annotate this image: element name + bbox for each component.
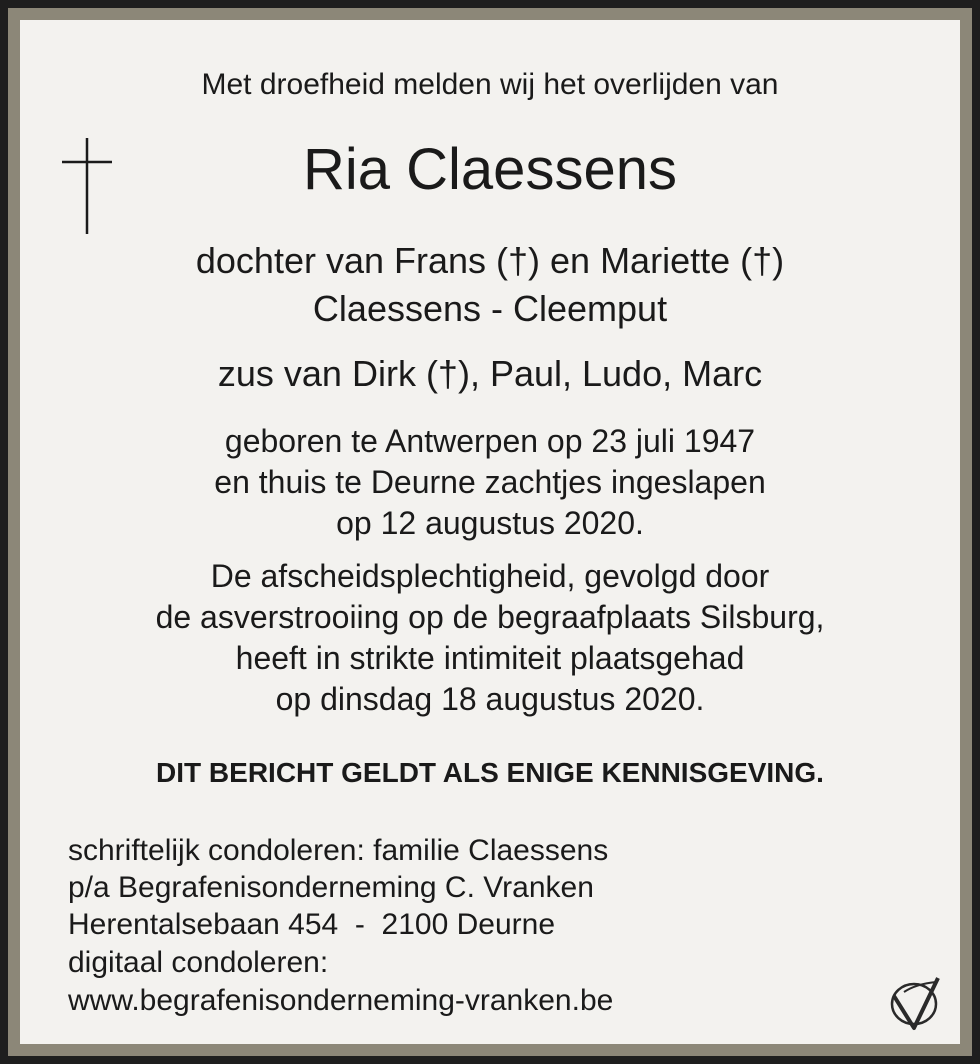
ceremony-line-1: De afscheidsplechtigheid, gevolgd door [210, 558, 770, 594]
ceremony-line-3: heeft in strikte intimiteit plaatsgehad [235, 640, 745, 676]
birth-line-2: en thuis te Deurne zachtjes ingeslapen [214, 464, 766, 500]
contact-line-4: digitaal condoleren: [68, 946, 329, 979]
birth-line-1: geboren te Antwerpen op 23 juli 1947 [224, 423, 756, 459]
sole-notice-text: DIT BERICHT GELDT ALS ENIGE KENNISGEVING. [156, 757, 824, 788]
funeral-home-logo-icon [886, 974, 944, 1032]
birth-line-3: op 12 augustus 2020. [336, 505, 644, 541]
siblings-line: zus van Dirk (†), Paul, Ludo, Marc [217, 353, 763, 394]
intro-text: Met droefheid melden wij het overlijden van [201, 68, 779, 101]
cross-icon [60, 138, 114, 234]
contact-website: www.begrafenisonderneming-vranken.be [68, 984, 614, 1017]
parents-line-1: dochter van Frans (†) en Mariette (†) [195, 240, 785, 281]
ceremony-line-2: de asverstrooiing op de begraafplaats Silsburg, [155, 599, 825, 635]
deceased-name: Ria Claessens [303, 137, 677, 202]
contact-address: Herentalsebaan 454 - 2100 Deurne [68, 908, 556, 941]
contact-line-1: schriftelijk condoleren: familie Claessens [68, 834, 609, 867]
ceremony-line-4: op dinsdag 18 augustus 2020. [275, 681, 705, 717]
contact-line-2: p/a Begrafenisonderneming C. Vranken [68, 871, 594, 904]
parents-line-2: Claessens - Cleemput [312, 288, 668, 329]
